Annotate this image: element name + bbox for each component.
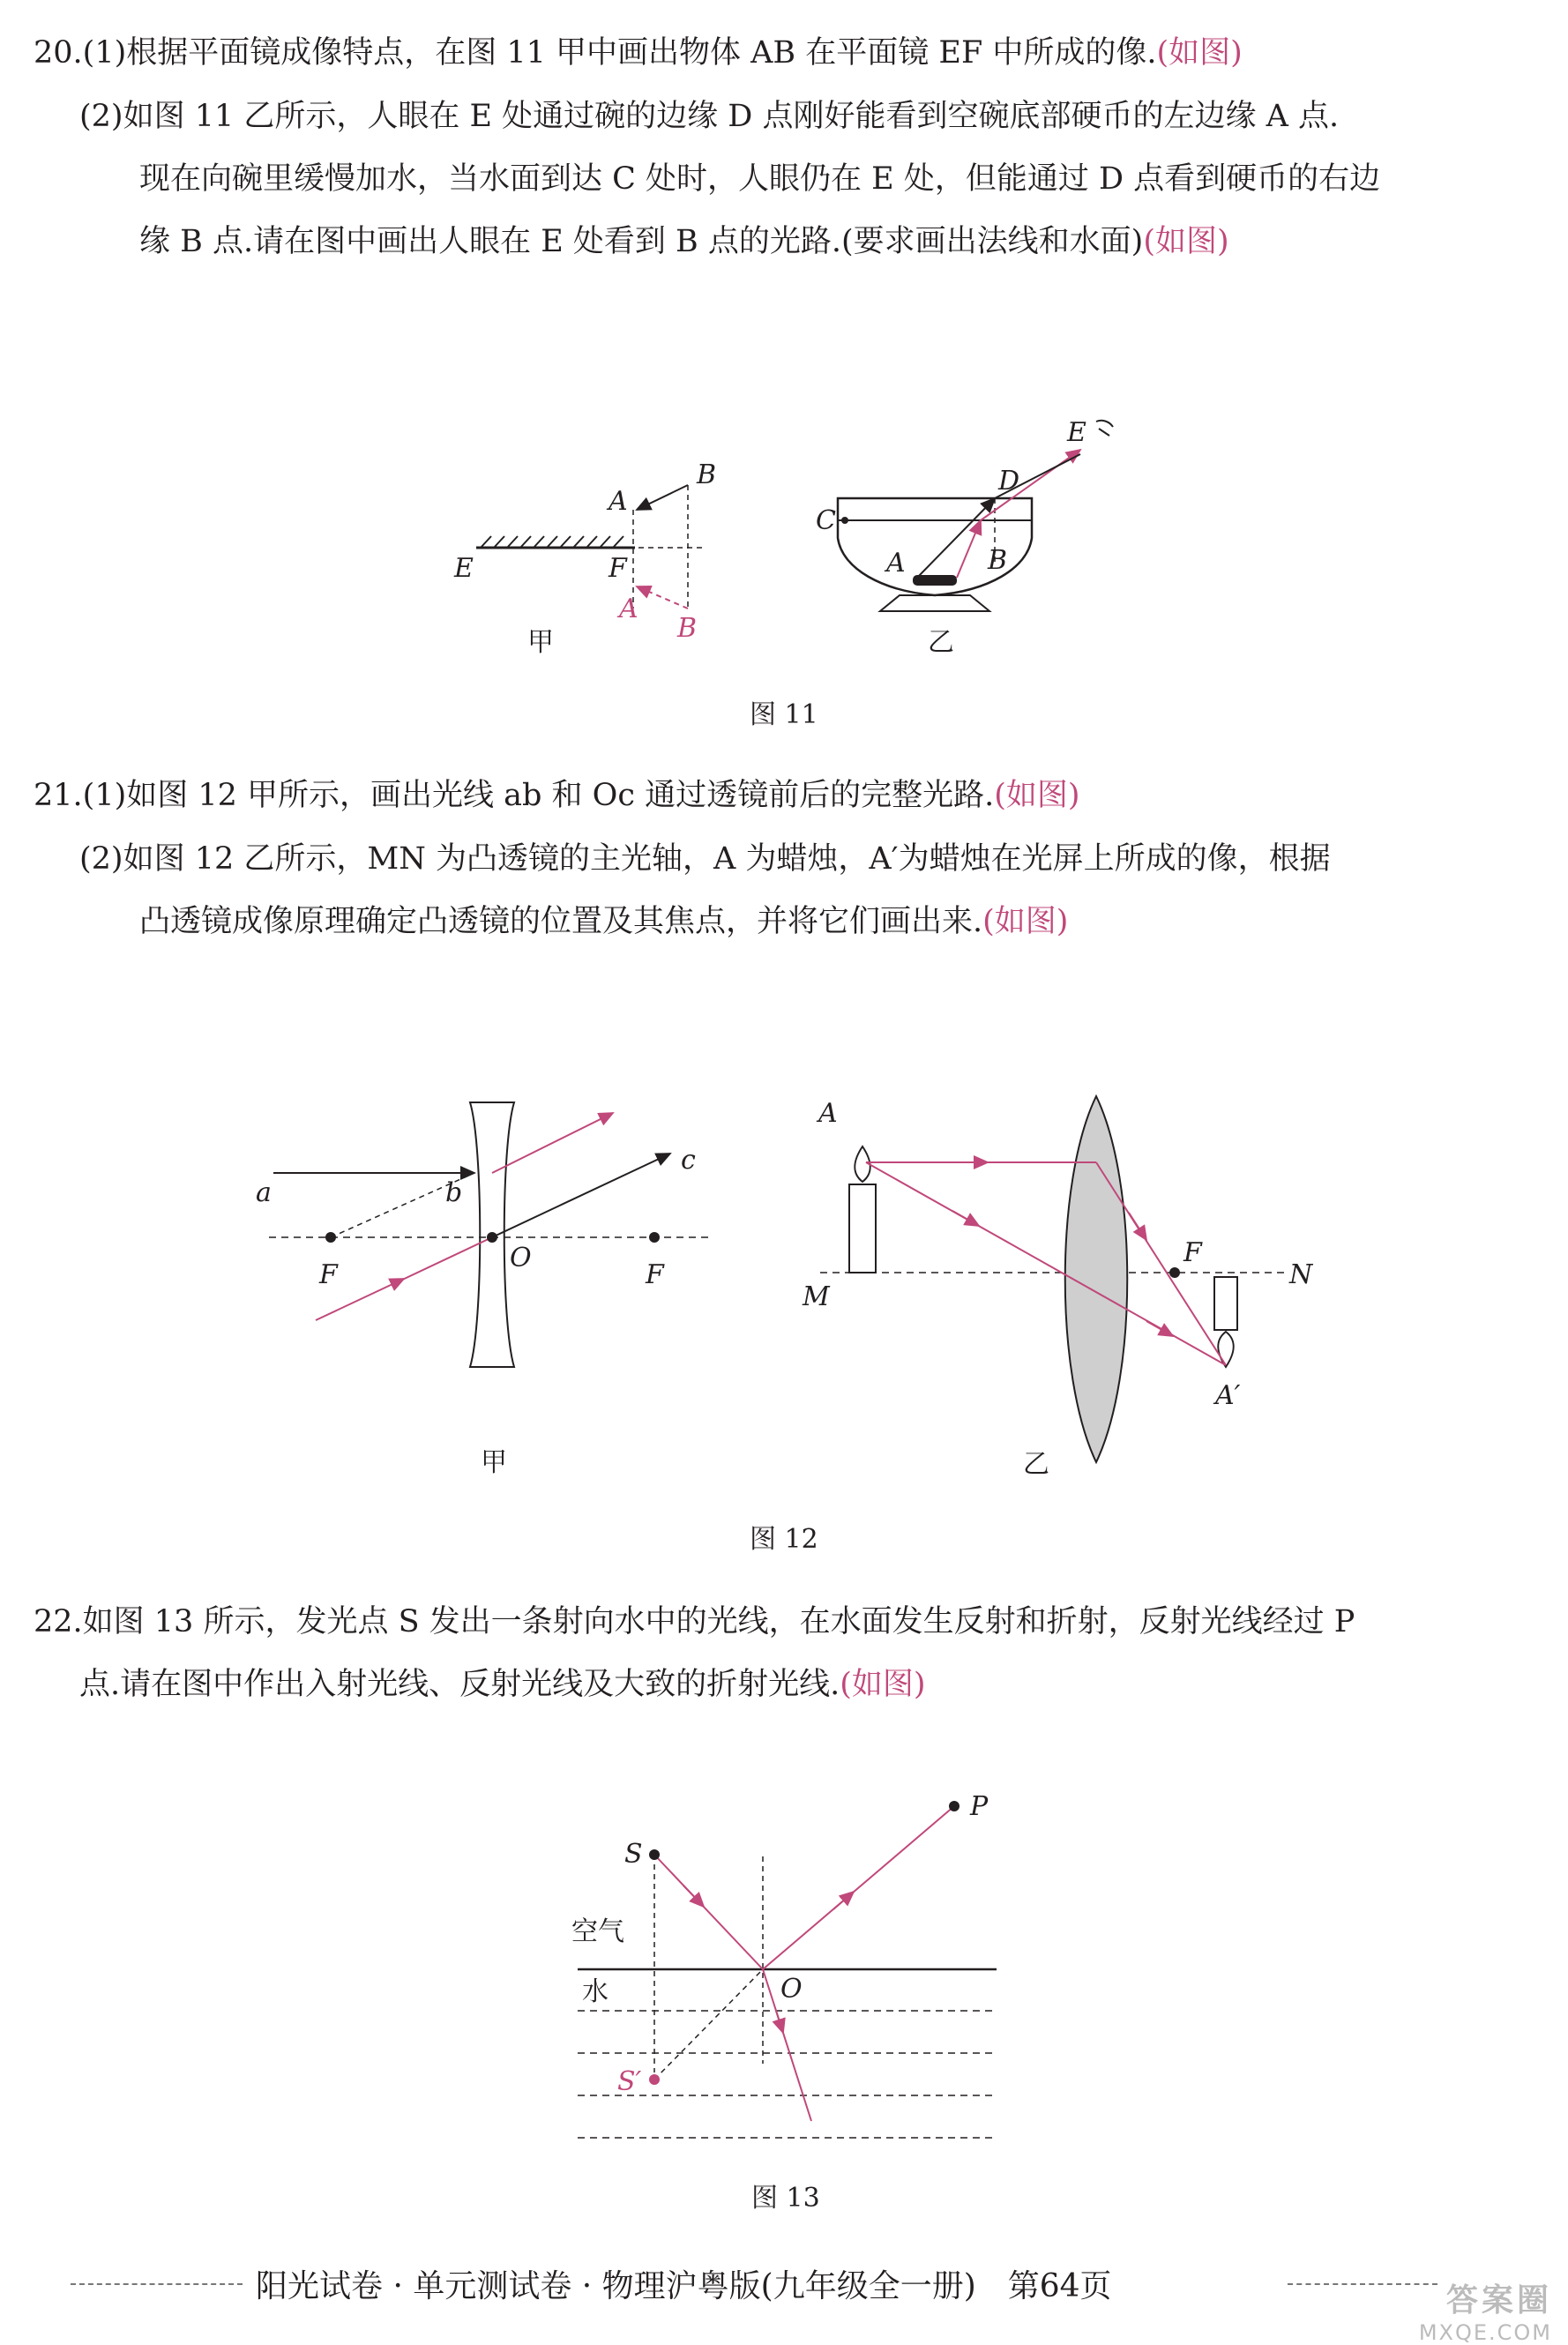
label-m: M (803, 1281, 830, 1312)
reflected-arrow (833, 1892, 854, 1909)
label-n: N (1289, 1259, 1313, 1290)
label-o: O (510, 1243, 532, 1273)
q20-part1-answer: (如图) (1156, 35, 1243, 71)
label-s: S (624, 1839, 643, 1870)
fig12-caption: 图 12 (750, 1524, 818, 1555)
q21-part2-line2-text: 凸透镜成像原理确定凸透镜的位置及其焦点，并将它们画出来. (139, 904, 983, 939)
label-f-right: F (646, 1259, 664, 1290)
fig11-caption: 图 11 (750, 699, 818, 730)
label-a-yi: A (886, 548, 906, 579)
point-s (649, 1849, 660, 1860)
q20-part2-line2: 现在向碗里缓慢加水，当水面到达 C 处时，人眼仍在 E 处，但能通过 D 点看到硬币的右边 (139, 161, 1381, 197)
label-a-candle: A (818, 1098, 838, 1129)
q20-part2-line1: (2)如图 11 乙所示，人眼在 E 处通过碗的边缘 D 点刚好能看到空碗底部硬币的左边缘 A 点. (79, 99, 1340, 134)
q21-part1-text: 21.(1)如图 12 甲所示，画出光线 ab 和 Oc 通过透镜前后的完整光路. (34, 778, 995, 813)
fig12-sub-jia: 甲 (481, 1447, 507, 1478)
q20-part2-answer: (如图) (1143, 224, 1229, 259)
q20-part1-text: 20.(1)根据平面镜成像特点，在图 11 甲中画出物体 AB 在平面镜 EF 中所成的像. (34, 35, 1157, 71)
label-a: A (609, 486, 628, 517)
label-c: C (816, 505, 836, 536)
q20-part2-line3-text: 缘 B 点.请在图中画出人眼在 E 处看到 B 点的光路.(要求画出法线和水面) (139, 224, 1144, 259)
label-f-yi: F (1183, 1237, 1202, 1268)
fig12-sub-yi: 乙 (1023, 1449, 1049, 1480)
label-b-image: B (677, 613, 698, 644)
q21-part1-answer: (如图) (994, 778, 1080, 813)
label-e-yi: E (1067, 417, 1086, 448)
point-s-image (649, 2074, 660, 2085)
incident-ray (654, 1855, 763, 1969)
q22-line1: 22.如图 13 所示，发光点 S 发出一条射向水中的光线，在水面发生反射和折射，反射光线经过 P (34, 1604, 1355, 1639)
label-a-image: A (619, 594, 638, 624)
label-s-prime: S′ (617, 2066, 642, 2097)
page-footer (0, 2258, 1568, 2311)
label-e: E (454, 553, 474, 584)
label-p: P (970, 1791, 989, 1822)
watermark-line2: MXQE.COM (1418, 2320, 1552, 2345)
label-a-prime: A′ (1215, 1380, 1241, 1411)
q21-part2-answer: (如图) (982, 904, 1069, 939)
footer-text: 阳光试卷 · 单元测试卷 · 物理沪粤版(九年级全一册) 第64页 (256, 2268, 1112, 2304)
label-air: 空气 (571, 1916, 624, 1947)
q22-answer: (如图) (840, 1667, 926, 1702)
watermark (1419, 2275, 1552, 2345)
fig11-sub-jia: 甲 (527, 627, 554, 658)
label-b-yi: B (988, 545, 1008, 576)
point-p (949, 1801, 959, 1811)
refracted-arrow (776, 2011, 783, 2033)
fig11-sub-yi: 乙 (928, 627, 954, 658)
label-c-ray: c (681, 1145, 696, 1176)
label-o-13: O (780, 1974, 803, 2005)
incident-arrow (683, 1886, 704, 1907)
label-a-ray: a (256, 1177, 272, 1208)
label-b: B (697, 459, 717, 490)
label-b-ray: b (445, 1177, 463, 1208)
dash-sprime-o (654, 1969, 763, 2080)
q22-line2-text: 点.请在图中作出入射光线、反射光线及大致的折射光线. (79, 1667, 840, 1702)
reflected-ray (763, 1806, 954, 1969)
label-f-left: F (319, 1259, 338, 1290)
footer-dash-right (1288, 2283, 1437, 2285)
label-d: D (998, 466, 1020, 497)
q21-part2-line1: (2)如图 12 乙所示，MN 为凸透镜的主光轴，A 为蜡烛，A′为蜡烛在光屏上所成的像，根据 (79, 841, 1331, 877)
label-water: 水 (582, 1976, 609, 2007)
label-f: F (609, 553, 627, 584)
watermark-line1: 答案圈 (1445, 2282, 1552, 2319)
fig13 (571, 1791, 997, 2138)
fig13-caption: 图 13 (751, 2183, 820, 2214)
footer-dash-left (71, 2283, 243, 2285)
